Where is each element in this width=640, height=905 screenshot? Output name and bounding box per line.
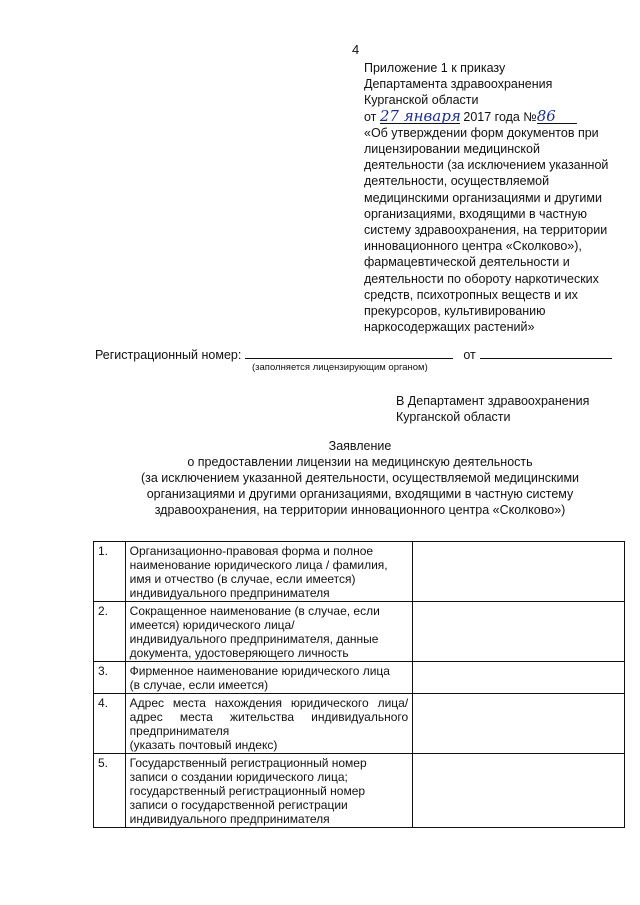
row-number: 3. [94, 662, 126, 694]
statement-title [100, 438, 620, 518]
statement-line: (за исключением указанной деятельности, осуществляемой медицинскими [140, 471, 580, 485]
row-label-line: государственный регистрационный номер [129, 784, 366, 798]
row-value-field[interactable] [413, 602, 625, 662]
appendix-title-line: систему здравоохранения, на территории [364, 223, 608, 238]
row-label-line: индивидуального предпринимателя [129, 586, 330, 600]
appendix-line: Приложение 1 к приказу [364, 61, 506, 75]
table-row [94, 662, 625, 694]
row-label-line: записи о создании юридического лица; [129, 770, 348, 784]
row-label [125, 542, 413, 602]
statement-line: о предоставлении лицензии на медицинскую деятельность [187, 455, 533, 469]
row-value-field[interactable] [413, 694, 625, 754]
order-year: 2017 года № [463, 109, 537, 124]
table-row [94, 602, 625, 662]
handwritten-order-date: 27 января [379, 106, 461, 125]
appendix-title-line: средств, психотропных веществ и их [364, 287, 578, 302]
row-label [125, 662, 413, 694]
row-label-line: индивидуального предпринимателя, данные [129, 632, 379, 646]
recipient-line: Курганской области [396, 410, 511, 424]
appendix-line: Департамента здравоохранения [364, 77, 553, 92]
registration-from-label: от [463, 348, 476, 362]
table-row [94, 754, 625, 828]
registration-note: (заполняется лицензирующим органом) [252, 362, 428, 373]
row-label-line: Государственный регистрационный номер [129, 756, 367, 770]
appendix-title-line: деятельности, осуществляемой [364, 174, 550, 189]
row-value-field[interactable] [413, 542, 625, 602]
row-value-field[interactable] [413, 662, 625, 694]
table-row [94, 694, 625, 754]
handwritten-order-number: 86 [537, 110, 577, 124]
application-table [93, 541, 625, 828]
statement-line: организациями и другими организациями, входящими в частную систему [146, 487, 574, 501]
order-date-line [364, 106, 626, 125]
row-number: 4. [94, 694, 126, 754]
row-label-line: имеется) юридического лица/ [129, 618, 295, 632]
row-label-line: (в случае, если имеется) [129, 678, 269, 692]
order-prefix: от [364, 109, 377, 124]
row-label-line: документа, удостоверяющего личность [129, 646, 349, 660]
row-label-line: Фирменное наименование юридического лица [129, 664, 390, 678]
appendix-block [364, 60, 626, 335]
statement-heading: Заявление [328, 439, 392, 453]
appendix-title-line: наркосодержащих растений» [364, 320, 535, 335]
row-label [125, 694, 413, 754]
row-label-line: Организационно-правовая форма и полное [129, 544, 374, 558]
row-label [125, 602, 413, 662]
appendix-title-line: инновационного центра «Сколково»), [364, 239, 582, 254]
row-label-line: записи о государственной регистрации [129, 798, 348, 812]
appendix-title-line: лицензировании медицинской [364, 142, 540, 157]
registration-date-field[interactable] [480, 346, 612, 359]
row-label-line: Адрес места нахождения юридического лица/ [129, 696, 409, 710]
row-label-line: адрес места жительства индивидуального [129, 710, 409, 724]
registration-row [95, 346, 625, 362]
row-label [125, 754, 413, 828]
row-number: 1. [94, 542, 126, 602]
row-label-line: имя и отчество (в случае, если имеется) [129, 572, 356, 586]
table-row [94, 542, 625, 602]
registration-label: Регистрационный номер: [95, 348, 242, 362]
appendix-title-line: деятельности (за исключением указанной [364, 158, 609, 173]
row-number: 2. [94, 602, 126, 662]
recipient-block [396, 393, 589, 425]
row-label-line: наименование юридического лица / фамилия, [129, 558, 388, 572]
statement-line: здравоохранения, на территории инновационного центра «Сколково») [154, 503, 566, 517]
row-label-line: предпринимателя [129, 724, 230, 738]
recipient-line: В Департамент здравоохранения [396, 394, 590, 408]
appendix-title-line: медицинскими организациями и другими [364, 190, 602, 205]
row-label-line: (указать почтовый индекс) [129, 738, 278, 752]
appendix-title-line: прекурсоров, культивированию [364, 304, 546, 319]
row-value-field[interactable] [413, 754, 625, 828]
appendix-title-line: деятельности по обороту наркотических [364, 271, 599, 286]
appendix-line: Курганской области [364, 93, 479, 108]
row-number: 5. [94, 754, 126, 828]
page-number: 4 [352, 42, 360, 57]
appendix-title-line: организациями, входящими в частную [364, 206, 588, 221]
registration-number-field[interactable] [245, 346, 453, 359]
row-label-line: Сокращенное наименование (в случае, если [129, 604, 380, 618]
appendix-title-line: фармацевтической деятельности и [364, 255, 570, 270]
row-label-line: индивидуального предпринимателя [129, 812, 330, 826]
appendix-title-line: «Об утверждении форм документов при [364, 125, 599, 140]
